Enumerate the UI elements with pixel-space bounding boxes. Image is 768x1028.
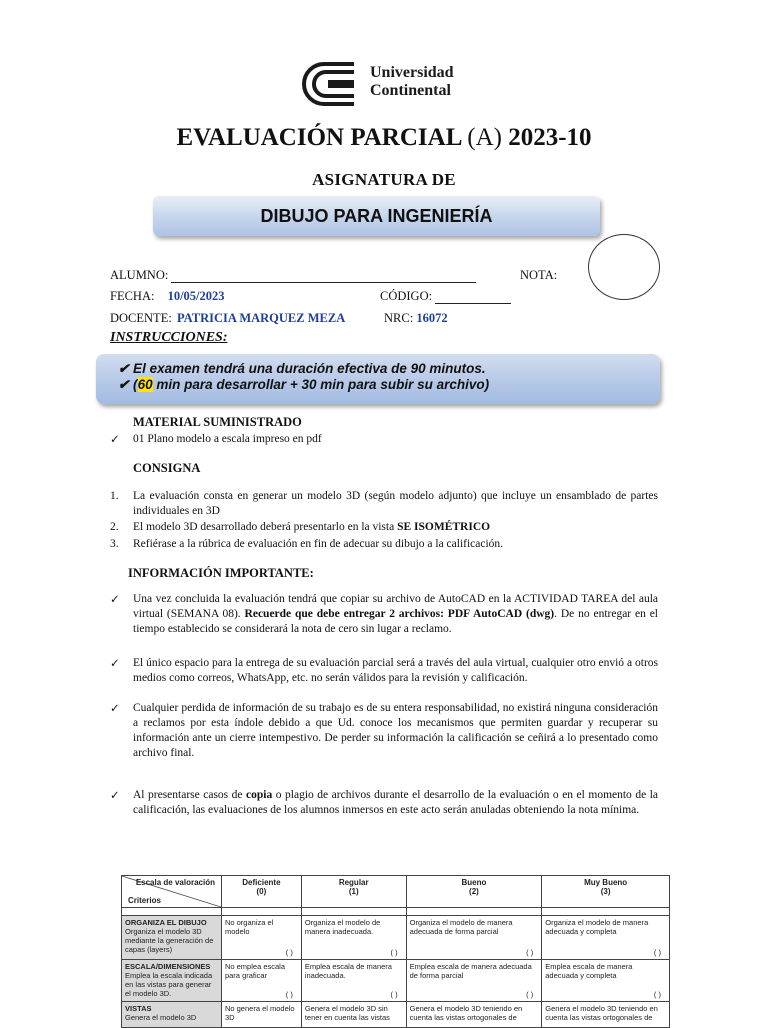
student-label: ALUMNO: xyxy=(110,268,169,282)
rubric-header-row xyxy=(122,876,670,908)
student-field xyxy=(110,268,476,283)
rubric-cell: No emplea escala para graficar ( ) xyxy=(221,960,301,1002)
check-icon: ✓ xyxy=(110,703,120,715)
check-icon: ✓ xyxy=(110,658,120,670)
rubric-row-escala xyxy=(122,960,670,1002)
rubric-cell: Organiza el modelo de manera adecuada y completa ( ) xyxy=(542,916,670,960)
grade-label: NOTA: xyxy=(520,268,558,282)
rubric-row-organiza xyxy=(122,916,670,960)
consigna-num-2: 2. xyxy=(110,521,119,533)
course-name: DIBUJO PARA INGENIERÍA xyxy=(260,205,493,226)
rubric-cell: Genera el modelo 3D teniendo en cuenta las vistas ortogonales de xyxy=(542,1002,670,1028)
rubric-table xyxy=(121,875,670,1028)
rubric-cell: Emplea escala de manera adecuada y completa ( ) xyxy=(542,960,670,1002)
highlight-60: 60 xyxy=(137,377,153,392)
instructions-box xyxy=(96,354,660,404)
student-line xyxy=(171,270,476,283)
rubric-cell: No organiza el modelo ( ) xyxy=(221,916,301,960)
instruction-duration: ✔ El examen tendrá una duración efectiva de 90 minutos. xyxy=(118,361,486,376)
code-label: CÓDIGO: xyxy=(380,289,433,303)
check-icon: ✓ xyxy=(110,594,120,606)
rubric-criterion-cell: VISTAS Genera el modelo 3D xyxy=(122,1002,222,1028)
instruction-time-split: ✔ (60 min para desarrollar + 30 min para subir su archivo) xyxy=(118,377,490,392)
subject-heading: ASIGNATURA DE xyxy=(312,170,456,189)
course-name-banner xyxy=(153,196,600,236)
grade-circle xyxy=(588,234,660,300)
rubric-spacer-row xyxy=(122,908,670,916)
university-name: Universidad Continental xyxy=(370,64,454,99)
instructions-heading: INSTRUCCIONES: xyxy=(110,330,228,345)
consigna-item-1: La evaluación consta en generar un modelo 3D (según modelo adjunto) que incluye un ensamblado de partes individuales en 3D xyxy=(133,490,658,517)
rubric-cell: Genera el modelo 3D teniendo en cuenta las vistas ortogonales de xyxy=(406,1002,542,1028)
info-paragraph-2: El único espacio para la entrega de su evaluación parcial será a través del aula virtual, cualquier otro envió a otros medios como correos, WhatsApp, etc. no serán válidos para la revisión y calificación. xyxy=(133,657,658,684)
rubric-cell: Organiza el modelo de manera inadecuada. ( ) xyxy=(301,916,406,960)
code-line xyxy=(435,291,511,304)
rubric-criterion-cell: ORGANIZA EL DIBUJO Organiza el modelo 3D mediante la generación de capas (layers) xyxy=(122,916,222,960)
rubric-scale-label: Escala de valoración xyxy=(135,878,215,887)
teacher-value: PATRICIA MARQUEZ MEZA xyxy=(176,311,346,325)
info-heading: INFORMACIÓN IMPORTANTE: xyxy=(128,566,314,580)
teacher-field xyxy=(110,311,345,326)
rubric-level-3: Muy Bueno (3) xyxy=(542,876,670,908)
nrc-value: 16072 xyxy=(416,311,448,325)
rubric-criteria-label: Criterios xyxy=(128,896,161,905)
date-value: 10/05/2023 xyxy=(167,289,225,303)
teacher-label: DOCENTE: xyxy=(110,311,172,325)
check-icon: ✓ xyxy=(110,790,120,802)
rubric-cell: No genera el modelo 3D xyxy=(221,1002,301,1028)
rubric-criterion-cell: ESCALA/DIMENSIONES Emplea la escala indicada en las vistas para generar el modelo 3D. xyxy=(122,960,222,1002)
exam-title: EVALUACIÓN PARCIAL (A) 2023-10 xyxy=(176,124,592,151)
info-paragraph-1: Una vez concluida la evaluación tendrá que copiar su archivo de AutoCAD en la ACTIVIDAD TAREA del aula virtual (SEMANA 08). Recuerde que debe entregar 2 archivos: PDF AutoCAD (dwg). De no entregar en el tiempo establecido se considerará la nota de cero sin lugar a reclamo. xyxy=(133,593,658,635)
material-item: 01 Plano modelo a escala impreso en pdf xyxy=(133,433,322,445)
nrc-field xyxy=(384,311,448,326)
code-field xyxy=(380,289,511,304)
info-paragraph-3: Cualquier perdida de información de su trabajo es de su entera responsabilidad, no existirá ninguna consideración a reclamos por esta índole debido a que Ud. conoce los mecanismos que permiten guardar y recuperar su información ante un cierre intempestivo. De perder su información la calificación se ceñirá a lo presentado como archivo final. xyxy=(133,702,658,759)
info-paragraph-4: Al presentarse casos de copia o plagio de archivos durante el desarrollo de la evaluación o en el momento de la calificación, las evaluaciones de los alumnos inmersos en este acto serán anuladas obteniendo la nota mínima. xyxy=(133,789,658,816)
rubric-cell: Emplea escala de manera inadecuada. ( ) xyxy=(301,960,406,1002)
rubric-cell: Organiza el modelo de manera adecuada de forma parcial ( ) xyxy=(406,916,542,960)
rubric-level-1: Regular (1) xyxy=(301,876,406,908)
check-icon: ✓ xyxy=(110,434,120,446)
nrc-label: NRC: xyxy=(384,311,414,325)
consigna-num-1: 1. xyxy=(110,490,119,502)
rubric-cell: Genera el modelo 3D sin tener en cuenta las vistas xyxy=(301,1002,406,1028)
material-heading: MATERIAL SUMINISTRADO xyxy=(133,415,302,429)
rubric-level-2: Bueno (2) xyxy=(406,876,542,908)
rubric-level-0: Deficiente (0) xyxy=(221,876,301,908)
consigna-num-3: 3. xyxy=(110,538,119,550)
consigna-item-3: Refiérase a la rúbrica de evaluación en fin de adecuar su dibujo a la calificación. xyxy=(133,538,504,550)
consigna-item-2: El modelo 3D desarrollado deberá presentarlo en la vista SE ISOMÉTRICO xyxy=(133,521,491,533)
consigna-heading: CONSIGNA xyxy=(133,461,201,475)
date-field xyxy=(110,289,225,304)
date-label: FECHA: xyxy=(110,289,155,303)
rubric-corner-cell xyxy=(122,876,222,908)
rubric-cell: Emplea escala de manera adecuada de forma parcial ( ) xyxy=(406,960,542,1002)
